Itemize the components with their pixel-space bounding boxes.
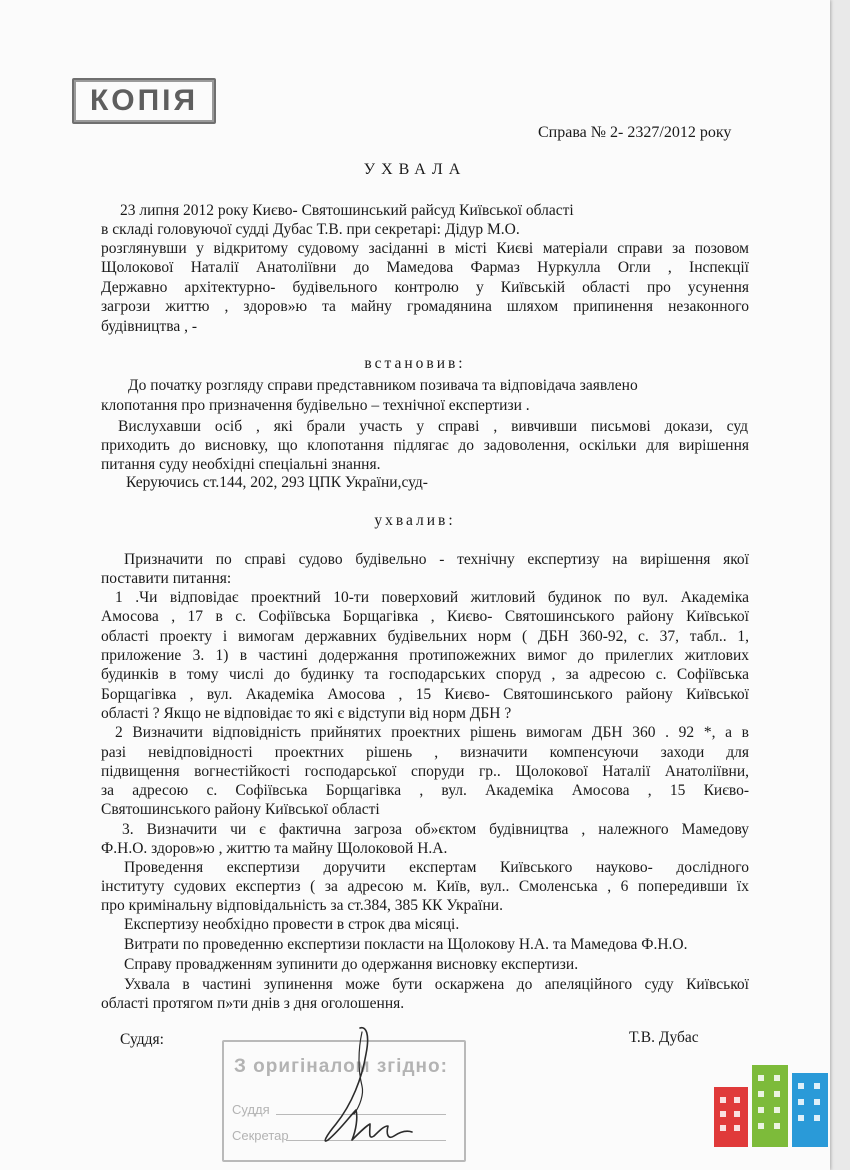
ruled-line: Святошинського району Київської області xyxy=(101,801,380,818)
original-stamp-judge: Суддя xyxy=(232,1102,270,1117)
ruled-line: області протягом п»ти днів з дня оголошення. xyxy=(101,995,405,1012)
intro-line: розглянувши у відкритому судовому засіданні в місті Києві матеріали справи за позовом xyxy=(101,240,749,257)
ruled-line: Проведення експертизи доручити експертам Київського науково- дослідного xyxy=(124,859,749,876)
heading-ruled: ухвалив: xyxy=(374,512,456,529)
ruled-line: 1 .Чи відповідає проектний 10-ти поверховий житловий будинок по вул. Академіка xyxy=(115,589,749,606)
original-stamp-title: З оригіналом згідно: xyxy=(234,1056,448,1077)
heading-established: встановив: xyxy=(364,355,466,372)
ruled-line: підвищення вогнестійкості господарської споруди гр.. Щолокової Наталії Анатоліївни, xyxy=(101,763,749,780)
ruled-line: 2 Визначити відповідність прийнятих проектних рішень вимогам ДБН 360 . 92 *, а в xyxy=(115,724,749,741)
ruled-line: про кримінальну відповідальність за ст.384, 385 КК України. xyxy=(101,897,503,914)
ruled-line: разі невідповідності проектних рішень , визначити компенсуючи заходи для xyxy=(101,744,749,761)
judge-name: Т.В. Дубас xyxy=(629,1029,699,1046)
intro-line: будівництва , - xyxy=(101,318,198,335)
ruled-line: поставити питання: xyxy=(101,570,232,587)
watermark-logo-icon xyxy=(714,1065,828,1147)
document-title: УХВАЛА xyxy=(363,161,467,178)
established-line: До початку розгляду справи представником позивача та відповідача заявлено xyxy=(128,377,638,394)
original-stamp-secretary: Секретар xyxy=(232,1128,289,1143)
intro-line: 23 липня 2012 року Києво- Святошинський райсуд Київської області xyxy=(120,202,574,219)
established-line: клопотання про призначення будівельно – технічної експертизи . xyxy=(101,397,530,414)
established-line: приходить до висновку, що клопотання підлягає до задоволення, оскільки для вирішення xyxy=(101,437,749,454)
case-number: Справа № 2- 2327/2012 року xyxy=(538,124,732,141)
ruled-line: Ухвала в частині зупинення може бути оскаржена до апеляційного суду Київської xyxy=(124,976,749,993)
ruled-line: Витрати по проведенню експертизи покласти на Щолокову Н.А. та Мамедова Ф.Н.О. xyxy=(124,936,688,953)
intro-line: загрози життю , здоров»ю та майну громадянина шляхом припинення незаконного xyxy=(101,298,749,315)
established-line: питання суду необхідні спеціальні знання. xyxy=(101,456,381,473)
intro-line: Щолокової Наталії Анатоліївни до Мамедова Фармаз Нуркулла Огли , Інспекції xyxy=(101,259,749,276)
ruled-line: 3. Визначити чи є фактична загроза об»єктом будівництва , належного Мамедову xyxy=(122,821,749,838)
ruled-line: Борщагівка , вул. Академіка Амосова , 15 Києво- Святошинського району Київської xyxy=(101,686,749,703)
intro-line: в складі головуючої судді Дубас Т.В. при секретарі: Дідур М.О. xyxy=(101,221,520,238)
ruled-line: будинків в тому числі до будинку та господарських споруд , за адресою с. Софіївська xyxy=(101,666,749,683)
ruled-line: інституту судових експертиз ( за адресою м. Київ, вул.. Смоленська , 6 попередивши їх xyxy=(101,878,749,895)
ruled-line: області проекту і вимогам державних будівельних норм ( ДБН 360-92, с. 37, табл.. 1, xyxy=(101,628,749,645)
ruled-line: за адресою с. Софіївська Борщагівка , вул. Академіка Амосова , 15 Києво- xyxy=(101,782,749,799)
ruled-line: Справу провадженням зупинити до одержання висновку експертизи. xyxy=(124,956,579,973)
ruled-line: області ? Якщо не відповідає то які є відступи від норм ДБН ? xyxy=(101,705,512,722)
established-line: Вислухавши осіб , які брали участь у справі , вивчивши письмові докази, суд xyxy=(118,418,748,435)
established-line: Керуючись ст.144, 202, 293 ЦПК України,суд- xyxy=(126,474,428,491)
ruled-line: Призначити по справі судово будівельно - технічну експертизу на вирішення якої xyxy=(124,551,749,568)
signature-label: Суддя: xyxy=(120,1031,164,1048)
ruled-line: Амосова , 17 в с. Софіївська Борщагівка , Києво- Святошинського району Київської xyxy=(101,608,749,625)
ruled-line: приложение 3. 1) в частині додержання протипожежних вимог до прилеглих житлових xyxy=(101,647,749,664)
ruled-line: Експертизу необхідно провести в строк два місяці. xyxy=(124,916,460,933)
handwritten-signature xyxy=(300,1020,420,1160)
intro-line: Державно архітектурно- будівельного контролю у Київській області про усунення xyxy=(101,279,749,296)
copy-stamp: КОПІЯ xyxy=(72,78,216,124)
ruled-line: Ф.Н.О. здоров»ю , життю та майну Щолоковой Н.А. xyxy=(101,840,448,857)
